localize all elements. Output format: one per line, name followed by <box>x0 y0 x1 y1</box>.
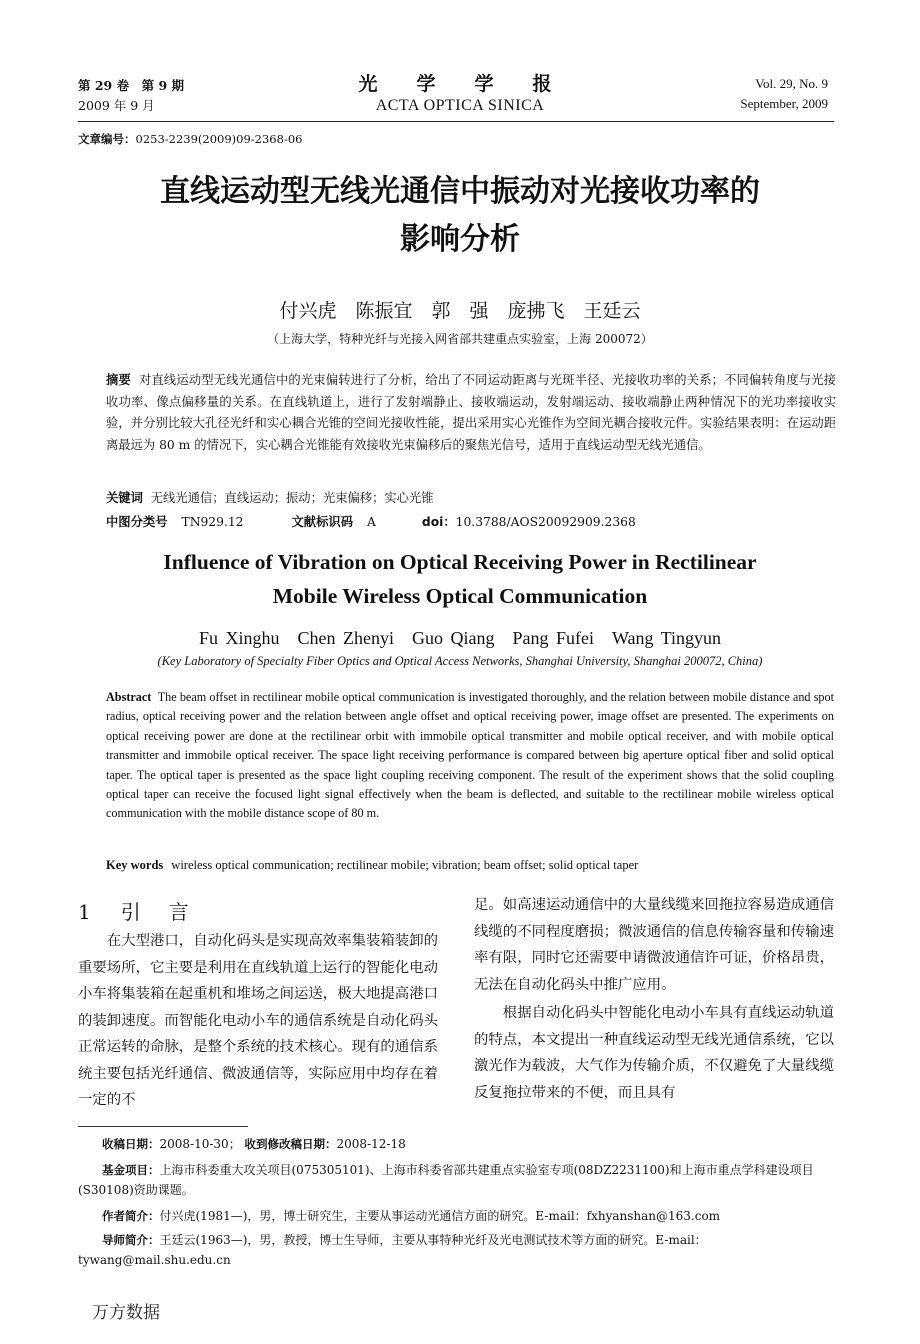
footnote-advisor <box>78 1230 834 1270</box>
journal-name-en: ACTA OPTICA SINICA <box>375 97 545 114</box>
header-divider <box>78 121 834 122</box>
advisor-bio-label: 导师简介： <box>102 1233 160 1247</box>
affiliation-cn: （上海大学，特种光纤与光接入网省部共建重点实验室，上海 200072） <box>267 332 653 346</box>
wanfang-watermark: 万方数据 <box>92 1303 160 1323</box>
doc-code-value: A <box>367 515 376 529</box>
abstract-cn <box>106 370 836 456</box>
title-cn-line2: 影响分析 <box>400 222 520 257</box>
journal-name-cn: 光 学 学 报 <box>358 73 562 95</box>
revised-label: 收到修改稿日期： <box>244 1137 337 1151</box>
abstract-cn-label: 摘要 <box>106 373 131 387</box>
received-label: 收稿日期： <box>102 1137 160 1151</box>
footnote-divider <box>78 1126 248 1127</box>
footnote-fund <box>78 1160 834 1200</box>
body-right-column <box>474 892 834 1106</box>
date-en: September, 2009 <box>740 96 828 111</box>
article-number-label: 文章编号： <box>78 132 136 146</box>
date-cn: 2009 年 9 月 <box>78 98 155 113</box>
section-number: 1 <box>78 900 95 924</box>
title-cn-line1: 直线运动型无线光通信中振动对光接收功率的 <box>160 174 760 209</box>
title-en <box>0 545 920 613</box>
title-cn <box>0 168 920 264</box>
keywords-cn <box>106 488 434 506</box>
clc-label: 中图分类号 <box>106 515 168 529</box>
author-bio-value: 付兴虎(1981—)，男，博士研究生，主要从事运动光通信方面的研究。E-mail：fxhyanshan@163.com <box>159 1209 721 1223</box>
body-paragraph: 根据自动化码头中智能化电动小车具有直线运动轨道的特点，本文提出一种直线运动型无线光通信系统，它以激光作为载波，大气作为传输介质，不仅避免了大量线缆反复拖拉带来的不便，而且具有 <box>474 1005 834 1101</box>
keywords-cn-text: 无线光通信；直线运动；振动；光束偏移；实心光锥 <box>150 491 434 505</box>
doi-label: doi： <box>421 515 456 529</box>
keywords-cn-label: 关键词 <box>106 491 143 505</box>
article-number <box>78 131 302 147</box>
footnote-author <box>78 1206 834 1226</box>
abstract-cn-text: 对直线运动型无线光通信中的光束偏转进行了分析，给出了不同运动距离与光斑半径、光接收功率的关系；不同偏转角度与光接收功率、像点偏移量的关系。在直线轨道上，进行了发射端静止、接收端运动，发射端运动、接收端静止两种情况下的光功率接收实验，并分别比较大孔径光纤和实心耦合光锥的空间光接收性能，提出采用实心光锥作为空间光耦合接收元件。实验结果表明：在运动距离最远为 80 m 的情况下，实心耦合光锥能有效接收光束偏移后的聚焦光信号，适用于直线运动型无线光通信。 <box>106 373 836 452</box>
volume-issue-cn: 第 29 卷 第 9 期 <box>78 78 184 93</box>
author-bio-label: 作者简介： <box>102 1209 160 1223</box>
advisor-bio-value: 王廷云(1963—)，男，教授，博士生导师，主要从事特种光纤及光电测试技术等方面的研究。E-mail：tywang@mail.shu.edu.cn <box>78 1233 707 1267</box>
abstract-en <box>106 688 834 824</box>
volume-issue-en: Vol. 29, No. 9 <box>755 76 828 91</box>
doi-value: 10.3788/AOS20092909.2368 <box>455 515 636 529</box>
footnote-dates <box>78 1134 834 1154</box>
keywords-en-text: wireless optical communication; rectilinear mobile; vibration; beam offset; solid optical taper <box>171 858 639 872</box>
section-title: 引 言 <box>120 900 193 924</box>
title-en-line1: Influence of Vibration on Optical Receiving Power in Rectilinear <box>163 550 757 574</box>
fund-label: 基金项目： <box>102 1163 160 1177</box>
received-value: 2008-10-30； <box>159 1137 241 1151</box>
keywords-en <box>106 858 638 873</box>
fund-value: 上海市科委重大攻关项目(075305101)、上海市科委省部共建重点实验室专项(08DZ2231100)和上海市重点学科建设项目(S30108)资助课题。 <box>78 1163 814 1197</box>
keywords-en-label: Key words <box>106 858 164 872</box>
article-number-value: 0253-2239(2009)09-2368-06 <box>135 132 303 146</box>
affiliation-en: (Key Laboratory of Specialty Fiber Optics and Optical Access Networks, Shanghai University, Shanghai 200072, China) <box>157 654 763 668</box>
authors-en: Fu Xinghu Chen Zhenyi Guo Qiang Pang Fufei Wang Tingyun <box>198 628 722 648</box>
header-right <box>740 74 828 114</box>
abstract-en-label: Abstract <box>106 690 152 704</box>
classification-cn <box>106 512 836 530</box>
body-paragraph: 足。如高速运动通信中的大量线缆来回拖拉容易造成通信线缆的不同程度磨损；微波通信的信息传输容量和传输速率有限，同时它还需要申请微波通信许可证，价格昂贵，无法在自动化码头中推广应用。 <box>474 897 834 993</box>
abstract-en-text: The beam offset in rectilinear mobile optical communication is investigated thoroughly, and the relation between mobile distance and spot radius, optical receiving power and the relation between angle offset and optical receiving power, image offset are presented. The experiments on optical receiving power are done at the rectilinear orbit with immobile optical transmitter and mobile optical receiver, and with mobile optical transmitter and immobile optical receiver. The space light receiving performance is compared between big aperture optical fiber and solid optical taper. The optical taper is presented as the space light coupling receiving component. The result of the experiment shows that the solid coupling optical taper can receive the focused light signal effectively when the beam is deflected, and suitable to the rectilinear mobile wireless optical communication with the mobile distance scope of 80 m. <box>106 690 835 821</box>
revised-value: 2008-12-18 <box>336 1137 406 1151</box>
title-en-line2: Mobile Wireless Optical Communication <box>272 584 648 608</box>
body-left-column <box>78 928 438 1114</box>
doc-code-label: 文献标识码 <box>291 515 353 529</box>
section-heading <box>78 896 193 925</box>
authors-cn: 付兴虎 陈振宜 郭 强 庞拂飞 王廷云 <box>279 300 641 322</box>
clc-value: TN929.12 <box>181 515 244 529</box>
body-paragraph: 在大型港口，自动化码头是实现高效率集装箱装卸的重要场所，它主要是利用在直线轨道上运行的智能化电动小车将集装箱在起重机和堆场之间运送，极大地提高港口的装卸速度。而智能化电动小车的通信系统是自动化码头正常运转的命脉，是整个系统的技术核心。现有的通信系统主要包括光纤通信、微波通信等，实际应用中均存在着一定的不 <box>78 933 438 1108</box>
